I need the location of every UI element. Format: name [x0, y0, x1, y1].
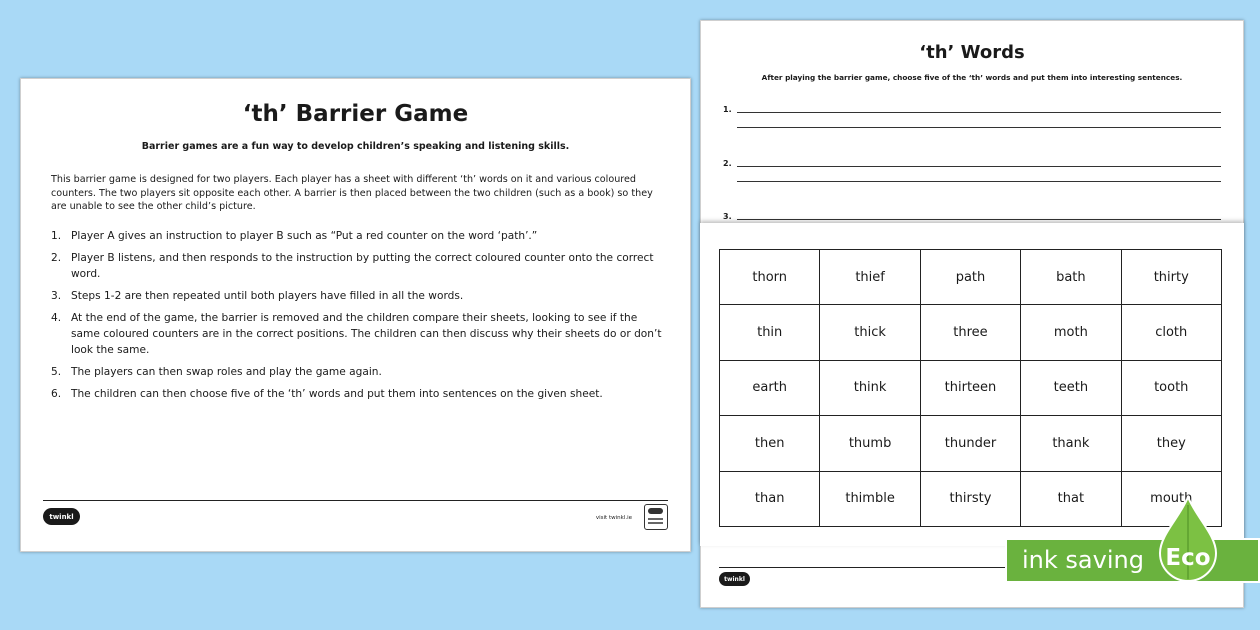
table-row	[720, 250, 1222, 305]
instruction-list	[51, 228, 662, 408]
word-cell: thorn	[720, 250, 820, 305]
word-cell: thirteen	[920, 360, 1020, 415]
line-number: 3.	[723, 212, 732, 221]
list-item: 1. Player A gives an instruction to player B such as “Put a red counter on the word ‘path’.”	[51, 230, 538, 242]
word-cell: thick	[820, 305, 920, 360]
table-row	[720, 360, 1222, 415]
barrier-game-sheet	[20, 78, 691, 552]
word-cell: teeth	[1021, 360, 1121, 415]
writing-line	[737, 166, 1221, 167]
eco-label: Eco	[1165, 545, 1211, 571]
visit-link-text: visit twinkl.ie	[595, 515, 632, 521]
word-cell: tooth	[1121, 360, 1221, 415]
word-cell: they	[1121, 416, 1221, 471]
word-cell: then	[720, 416, 820, 471]
word-cell: path	[920, 250, 1020, 305]
word-cell: thunder	[920, 416, 1020, 471]
ink-saving-banner	[1005, 538, 1260, 583]
list-item: 2. Player B listens, and then responds to the instruction by putting the correct coloured counter onto the correct word.	[51, 252, 654, 280]
intro-paragraph: This barrier game is designed for two players. Each player has a sheet with different ‘th’ words on it and various coloured counters. The two players sit opposite each other. A barrier is then placed between the two children (such as a book) so they are unable to see the other child’s picture.	[51, 174, 653, 212]
word-cell: thief	[820, 250, 920, 305]
footer-divider	[43, 500, 668, 501]
word-cell: thank	[1021, 416, 1121, 471]
word-cell: thumb	[820, 416, 920, 471]
list-item: 6. The children can then choose five of the ‘th’ words and put them into sentences on the given sheet.	[51, 388, 603, 400]
writing-line	[737, 112, 1221, 113]
line-number: 2.	[723, 159, 732, 168]
table-row	[720, 471, 1222, 526]
sheet-instruction: After playing the barrier game, choose five of the ‘th’ words and put them into interesting sentences.	[761, 73, 1183, 82]
writing-line	[737, 219, 1221, 220]
quality-badge-icon	[644, 504, 668, 530]
sheet-title: ‘th’ Words	[919, 42, 1025, 63]
word-cell: three	[920, 305, 1020, 360]
word-cell: cloth	[1121, 305, 1221, 360]
list-item: 3. Steps 1-2 are then repeated until both players have filled in all the words.	[51, 290, 464, 302]
word-grid	[719, 249, 1222, 527]
word-cell: than	[720, 471, 820, 526]
twinkl-logo: twinkl	[43, 508, 80, 525]
table-row	[720, 305, 1222, 360]
list-item: 5. The players can then swap roles and play the game again.	[51, 366, 382, 378]
word-cell: earth	[720, 360, 820, 415]
word-cell: moth	[1021, 305, 1121, 360]
writing-line	[737, 127, 1221, 128]
table-row	[720, 416, 1222, 471]
word-cell: thin	[720, 305, 820, 360]
word-cell: thirty	[1121, 250, 1221, 305]
ink-saving-label: ink saving	[1022, 546, 1144, 574]
twinkl-logo: twinkl	[719, 572, 750, 586]
word-cell: that	[1021, 471, 1121, 526]
word-cell: thirsty	[920, 471, 1020, 526]
word-cell: thimble	[820, 471, 920, 526]
word-cell: think	[820, 360, 920, 415]
line-number: 1.	[723, 105, 732, 114]
list-item: 4. At the end of the game, the barrier is removed and the children compare their sheets, looking to see if the same coloured counters are in the correct positions. The children can then discuss why their sheets do or don’t look the same.	[51, 312, 662, 356]
sheet-title: ‘th’ Barrier Game	[242, 101, 469, 127]
sheet-subtitle: Barrier games are a fun way to develop children’s speaking and listening skills.	[141, 141, 570, 152]
writing-line	[737, 181, 1221, 182]
word-cell: mouth	[1121, 471, 1221, 526]
word-cell: bath	[1021, 250, 1121, 305]
